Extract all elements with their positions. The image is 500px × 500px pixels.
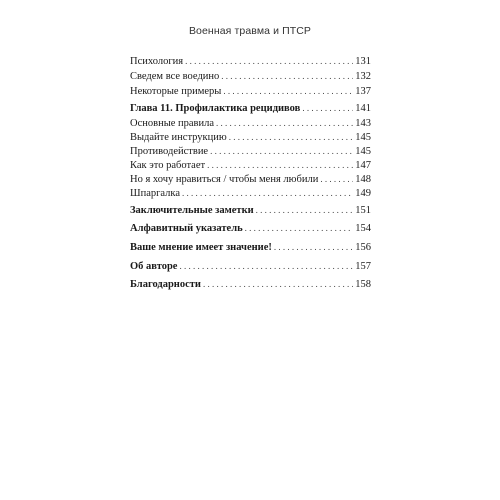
running-head: Военная травма и ПТСР — [188, 25, 312, 37]
toc-dot-leader — [210, 144, 353, 158]
toc-entry-page: 149 — [355, 188, 371, 199]
toc-entry-page: 132 — [355, 71, 371, 82]
toc-entry-page: 145 — [355, 132, 371, 143]
toc-entry-page: 156 — [355, 242, 371, 253]
toc-dot-leader — [274, 240, 353, 254]
toc-section-entry[interactable] — [130, 240, 371, 254]
toc-entry-title: Заключительные заметки — [130, 205, 254, 216]
toc-entry-page: 141 — [355, 103, 371, 114]
toc-dot-leader — [221, 69, 353, 83]
toc-entry[interactable] — [130, 172, 371, 186]
toc-entry-page: 137 — [355, 86, 371, 97]
toc-entry-title: Ваше мнение имеет значение! — [130, 242, 272, 253]
toc-entry[interactable] — [130, 54, 371, 68]
toc-entry-page: 131 — [355, 56, 371, 67]
toc-entry-page: 145 — [355, 146, 371, 157]
toc-entry-title: Некоторые примеры — [130, 86, 222, 97]
toc-entry-page: 143 — [355, 118, 371, 129]
toc-dot-leader — [229, 130, 353, 144]
toc-entry-page: 154 — [355, 223, 371, 234]
toc-chapter-entry[interactable] — [130, 101, 371, 115]
toc-entry-page: 147 — [355, 160, 371, 171]
toc-dot-leader — [207, 158, 353, 172]
toc-entry[interactable] — [130, 158, 371, 172]
toc-section-entry[interactable] — [130, 277, 371, 291]
toc-entry-title: Психология — [130, 56, 184, 67]
toc-entry[interactable] — [130, 186, 371, 200]
toc-entry-title: Основные правила — [130, 118, 215, 129]
toc-entry[interactable] — [130, 69, 371, 83]
toc-dot-leader — [216, 116, 353, 130]
toc-entry[interactable] — [130, 84, 371, 98]
toc-dot-leader — [185, 54, 353, 68]
toc-entry-title: Об авторе — [130, 261, 178, 272]
toc-entry-title: Противодействие — [130, 146, 209, 157]
toc-dot-leader — [203, 277, 353, 291]
toc-dot-leader — [256, 203, 353, 217]
toc-dot-leader — [182, 186, 353, 200]
toc-section-entry[interactable] — [130, 203, 371, 217]
toc-entry-title: Как это работает — [130, 160, 206, 171]
toc-dot-leader — [320, 172, 353, 186]
toc-entry-title: Выдайте инструкцию — [130, 132, 227, 143]
toc-entry-page: 151 — [355, 205, 371, 216]
toc-dot-leader — [302, 101, 353, 115]
toc-section-entry[interactable] — [130, 221, 371, 235]
toc-entry-page: 158 — [355, 279, 371, 290]
toc-entry-title: Благодарности — [130, 279, 201, 290]
toc-dot-leader — [245, 221, 353, 235]
toc-entry-title: Алфавитный указатель — [130, 223, 243, 234]
toc-dot-leader — [179, 259, 353, 273]
toc-entry-title: Сведем все воедино — [130, 71, 220, 82]
toc-entry[interactable] — [130, 144, 371, 158]
toc-entry-page: 157 — [355, 261, 371, 272]
toc-entry[interactable] — [130, 130, 371, 144]
toc-entry[interactable] — [130, 116, 371, 130]
toc-entry-page: 148 — [355, 174, 371, 185]
toc-dot-leader — [223, 84, 353, 98]
toc-entry-title: Шпаргалка — [130, 188, 181, 199]
toc-entry-title: Глава 11. Профилактика рецидивов — [130, 103, 301, 114]
toc-entry-title: Но я хочу нравиться / чтобы меня любили — [130, 174, 319, 185]
toc-section-entry[interactable] — [130, 259, 371, 273]
